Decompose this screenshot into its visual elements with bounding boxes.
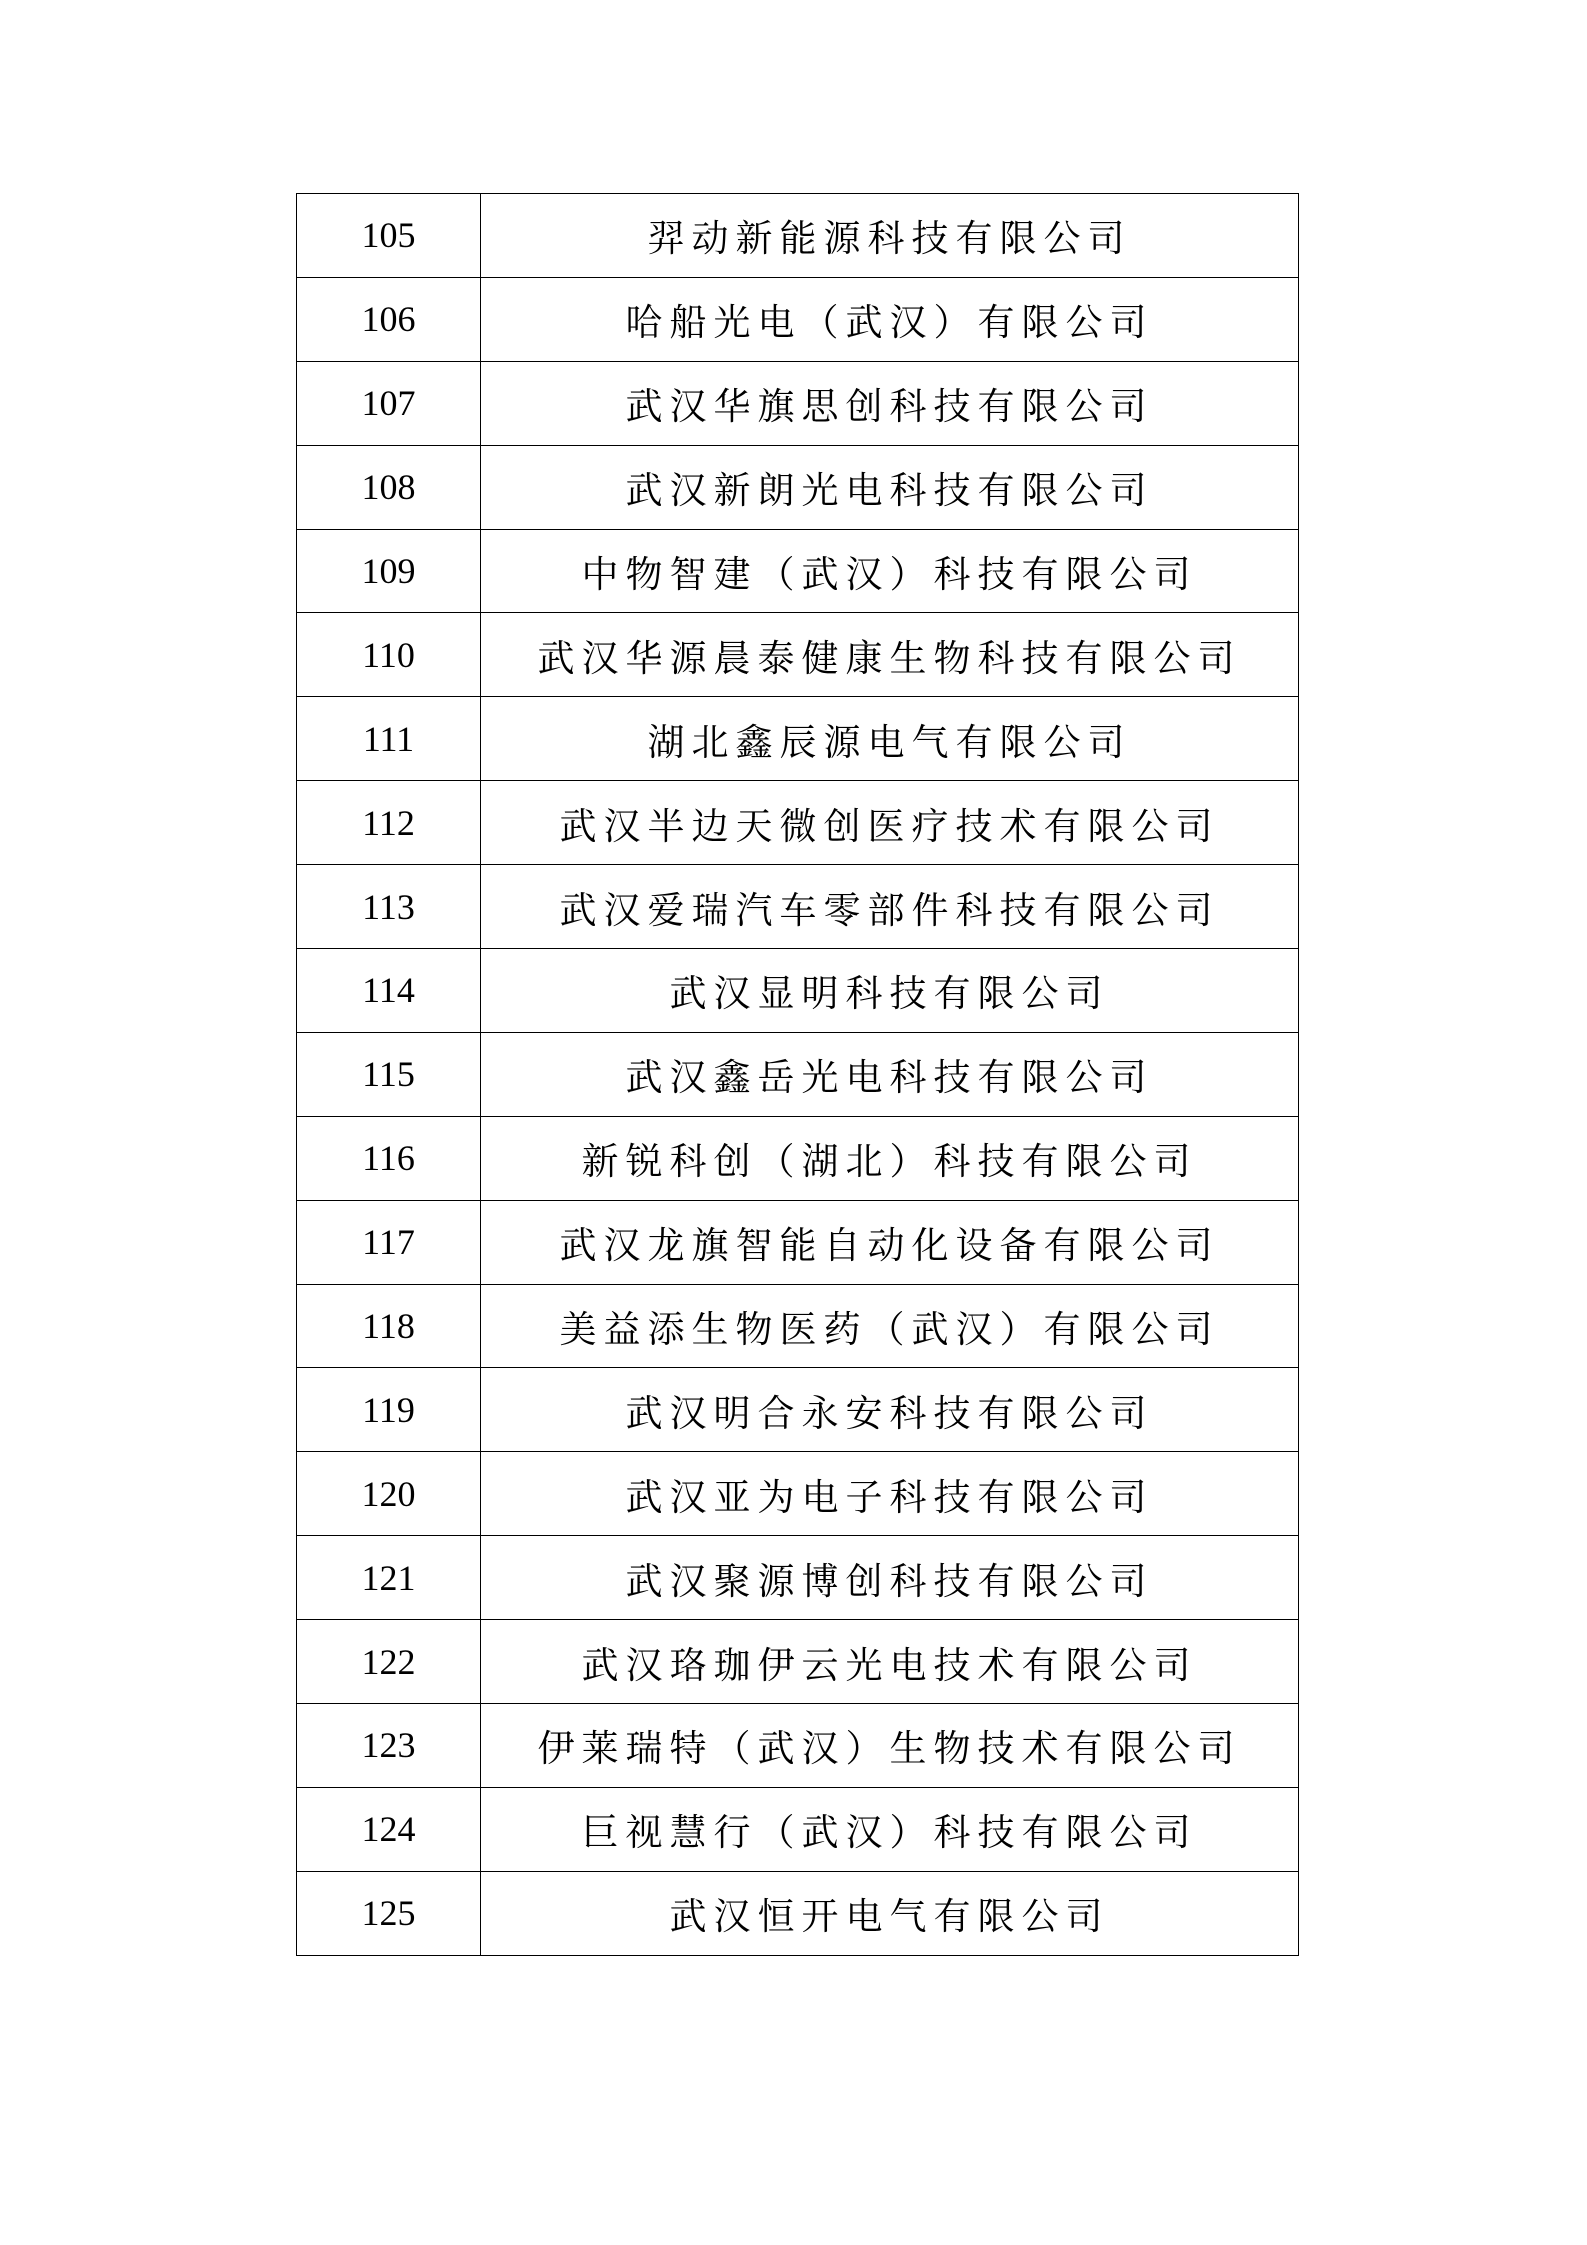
company-name-cell: 武汉华旗思创科技有限公司 [481,361,1299,445]
company-name-cell: 伊莱瑞特（武汉）生物技术有限公司 [481,1704,1299,1788]
row-number-cell: 116 [297,1116,481,1200]
table-row [297,277,1299,361]
table-row [297,361,1299,445]
company-name-cell: 武汉新朗光电科技有限公司 [481,445,1299,529]
table-row [297,1452,1299,1536]
row-number-cell: 112 [297,781,481,865]
row-number-cell: 115 [297,1032,481,1116]
company-name-cell: 美益添生物医药（武汉）有限公司 [481,1284,1299,1368]
table-row [297,1787,1299,1871]
row-number-cell: 106 [297,277,481,361]
company-name-cell: 湖北鑫辰源电气有限公司 [481,697,1299,781]
company-name-cell: 中物智建（武汉）科技有限公司 [481,529,1299,613]
table-row [297,949,1299,1033]
row-number-cell: 107 [297,361,481,445]
company-name-cell: 武汉聚源博创科技有限公司 [481,1536,1299,1620]
row-number-cell: 120 [297,1452,481,1536]
company-name-cell: 武汉亚为电子科技有限公司 [481,1452,1299,1536]
table-row [297,194,1299,278]
company-list-body [297,194,1299,1956]
company-name-cell: 武汉鑫岳光电科技有限公司 [481,1032,1299,1116]
row-number-cell: 108 [297,445,481,529]
table-row [297,1116,1299,1200]
table-row [297,1620,1299,1704]
row-number-cell: 122 [297,1620,481,1704]
company-name-cell: 武汉华源晨泰健康生物科技有限公司 [481,613,1299,697]
table-row [297,865,1299,949]
row-number-cell: 111 [297,697,481,781]
row-number-cell: 109 [297,529,481,613]
company-list-table [296,193,1299,1956]
company-name-cell: 哈船光电（武汉）有限公司 [481,277,1299,361]
row-number-cell: 117 [297,1200,481,1284]
table-row [297,1536,1299,1620]
table-row [297,1871,1299,1955]
company-name-cell: 羿动新能源科技有限公司 [481,194,1299,278]
company-name-cell: 武汉明合永安科技有限公司 [481,1368,1299,1452]
row-number-cell: 118 [297,1284,481,1368]
row-number-cell: 114 [297,949,481,1033]
table-row [297,1032,1299,1116]
row-number-cell: 105 [297,194,481,278]
table-row [297,1284,1299,1368]
table-row [297,529,1299,613]
company-name-cell: 武汉龙旗智能自动化设备有限公司 [481,1200,1299,1284]
company-name-cell: 武汉爱瑞汽车零部件科技有限公司 [481,865,1299,949]
row-number-cell: 125 [297,1871,481,1955]
company-name-cell: 巨视慧行（武汉）科技有限公司 [481,1787,1299,1871]
row-number-cell: 121 [297,1536,481,1620]
row-number-cell: 123 [297,1704,481,1788]
table-row [297,613,1299,697]
company-name-cell: 新锐科创（湖北）科技有限公司 [481,1116,1299,1200]
company-name-cell: 武汉恒开电气有限公司 [481,1871,1299,1955]
company-name-cell: 武汉半边天微创医疗技术有限公司 [481,781,1299,865]
row-number-cell: 113 [297,865,481,949]
row-number-cell: 110 [297,613,481,697]
company-name-cell: 武汉珞珈伊云光电技术有限公司 [481,1620,1299,1704]
row-number-cell: 119 [297,1368,481,1452]
table-row [297,445,1299,529]
table-row [297,1368,1299,1452]
row-number-cell: 124 [297,1787,481,1871]
table-row [297,1200,1299,1284]
table-row [297,781,1299,865]
company-name-cell: 武汉显明科技有限公司 [481,949,1299,1033]
table-row [297,1704,1299,1788]
table-row [297,697,1299,781]
